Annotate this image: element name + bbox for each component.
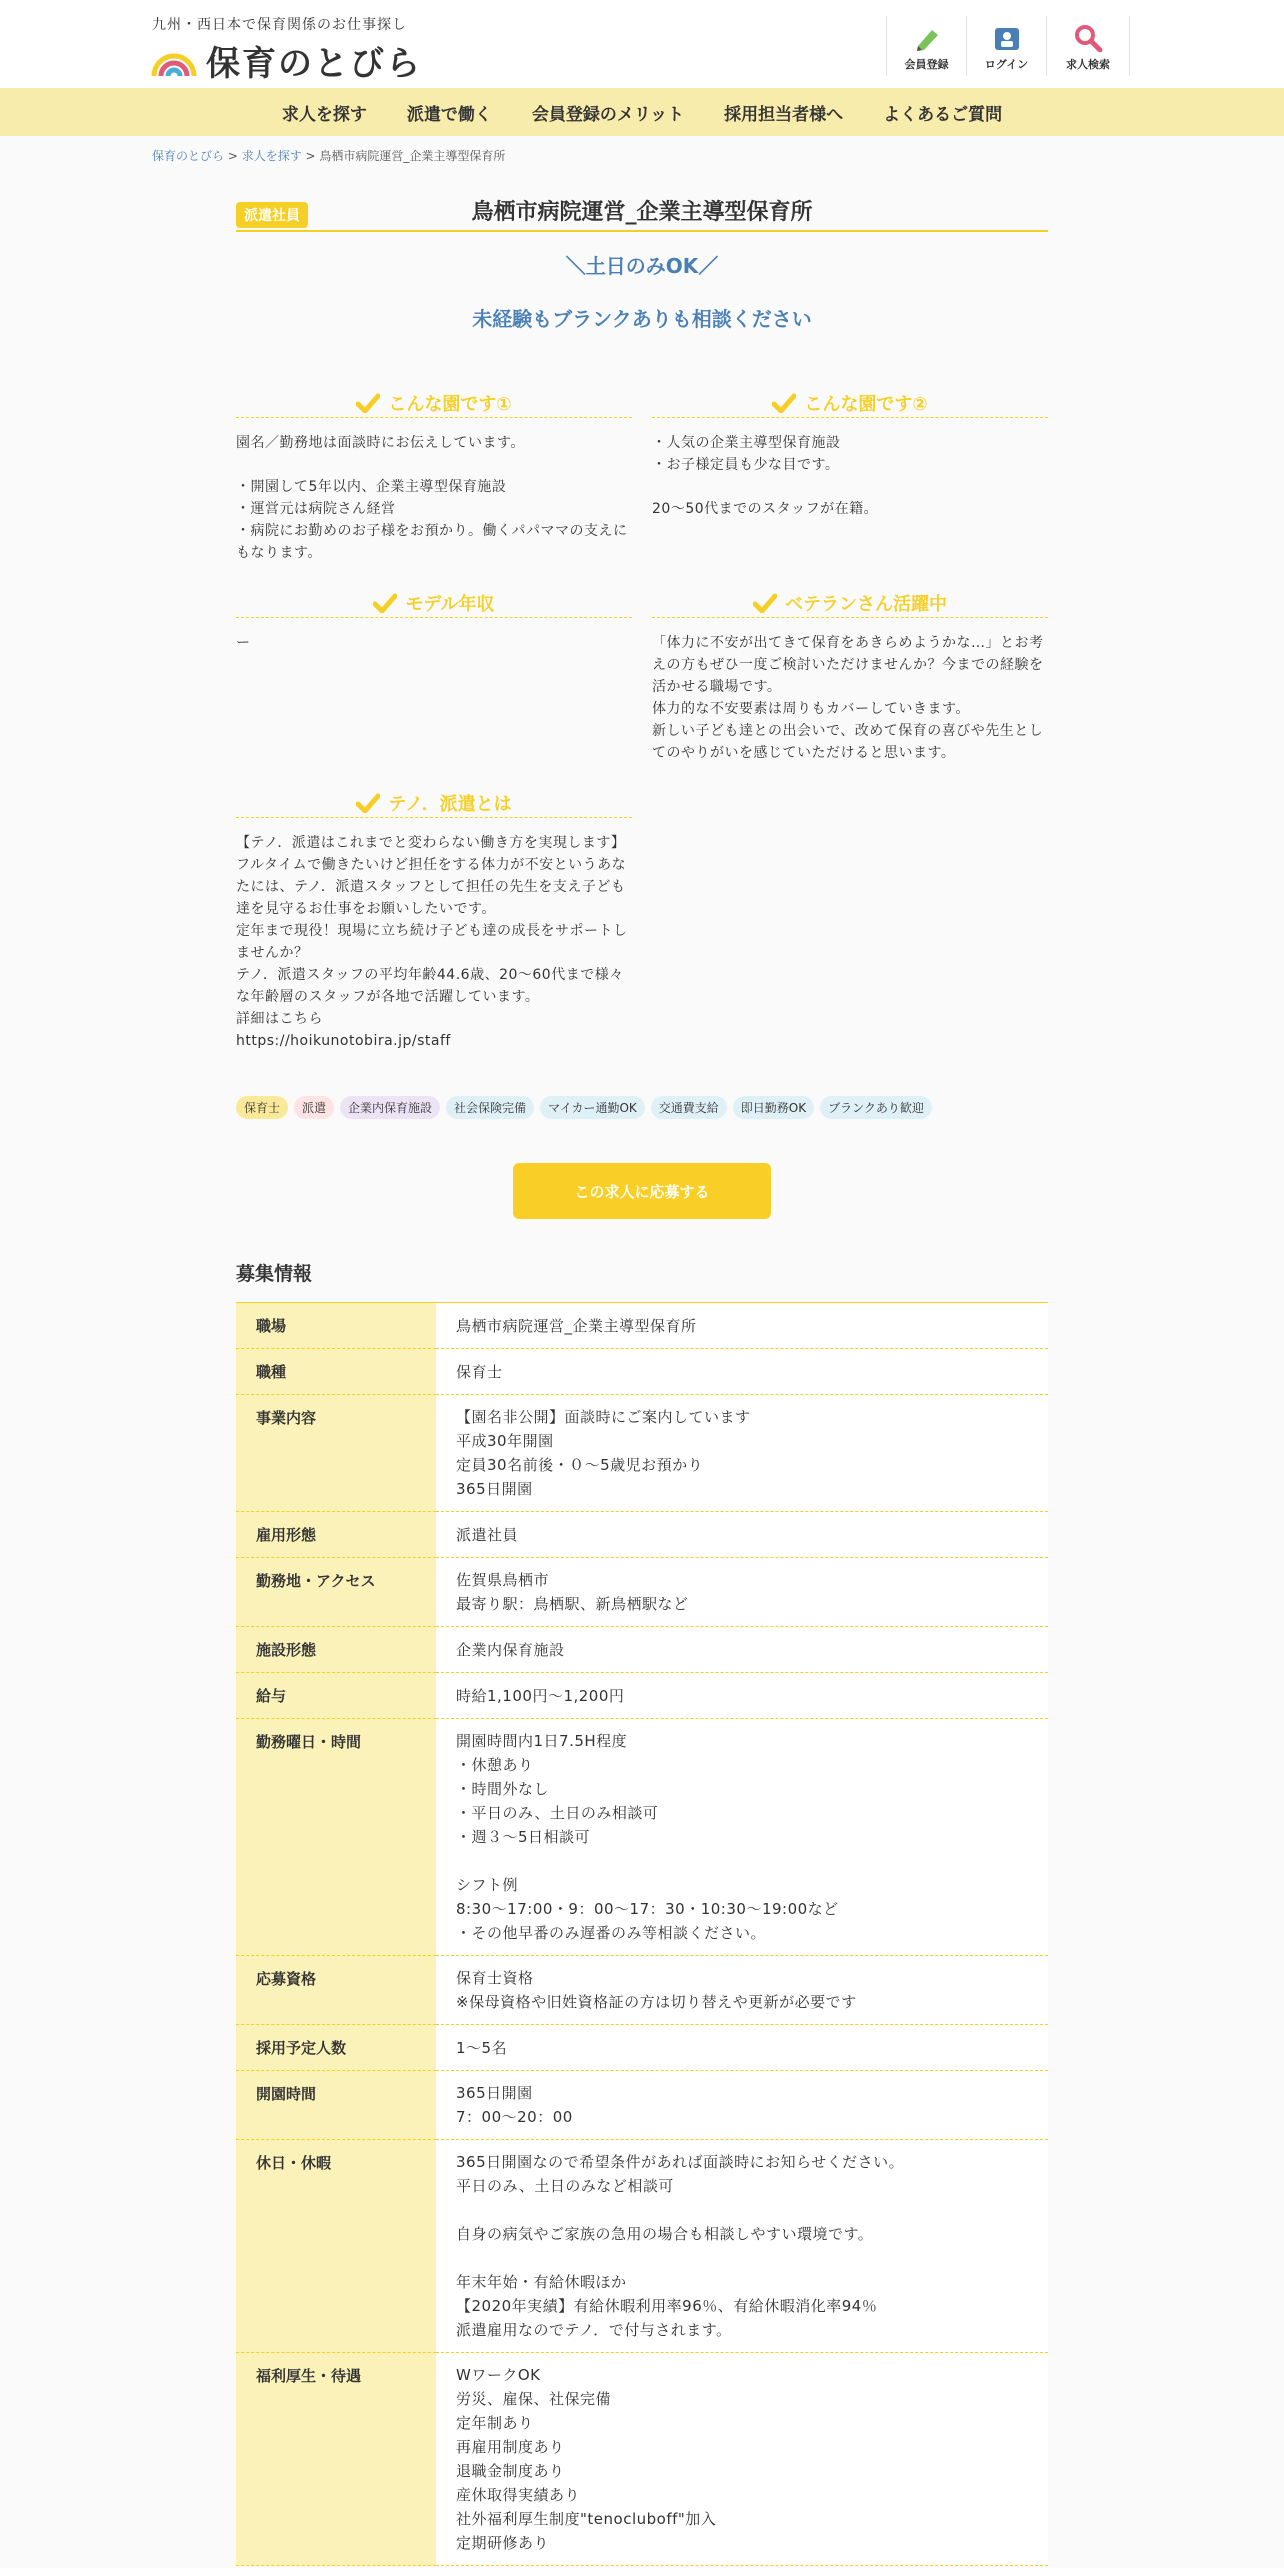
- row-value: 365日開園 7：00～20：00: [436, 2071, 1048, 2140]
- feature-title: モデル年収: [405, 593, 495, 615]
- employment-badge: 派遣社員: [236, 202, 308, 228]
- header-actions: [886, 16, 1130, 76]
- catch-copy-weekend: ＼土日のみOK／: [565, 254, 719, 278]
- feature-block: [652, 388, 1048, 564]
- job-title: 鳥栖市病院運営_企業主導型保育所: [471, 199, 813, 225]
- tag-badge: 派遣: [294, 1096, 334, 1119]
- table-row: [236, 1673, 1048, 1719]
- register-button[interactable]: [886, 16, 966, 76]
- table-row: [236, 2071, 1048, 2140]
- row-label: 勤務曜日・時間: [236, 1719, 436, 1956]
- feature-grid: [236, 388, 1048, 1052]
- rainbow-logo-icon: [150, 42, 198, 78]
- feature-block: [236, 388, 632, 564]
- row-value: 企業内保育施設: [436, 1627, 1048, 1673]
- row-value: 鳥栖市病院運営_企業主導型保育所: [436, 1303, 1048, 1349]
- site-header: [0, 0, 1284, 88]
- row-value: WワークOK 労災、雇保、社保完備 定年制あり 再雇用制度あり 退職金制度あり 産休取得実績あり 社外福利厚生制度"tenocluboff"加入 定期研修あり: [436, 2353, 1048, 2566]
- pencil-icon: [912, 24, 942, 52]
- row-label: 職種: [236, 1349, 436, 1395]
- row-value: 【園名非公開】面談時にご案内しています 平成30年開園 定員30名前後・０～5歳児お預かり 365日開園: [436, 1395, 1048, 1512]
- login-icon: [992, 24, 1022, 52]
- nav-recruiters[interactable]: 採用担当者様へ: [724, 104, 844, 125]
- tag-badge: 保育士: [236, 1096, 288, 1119]
- breadcrumb-separator: >: [224, 149, 242, 163]
- row-label: 勤務地・アクセス: [236, 1558, 436, 1627]
- feature-title: こんな園です②: [804, 393, 928, 415]
- table-row: [236, 1558, 1048, 1627]
- feature-body: 園名／勤務地は面談時にお伝えしています。 ・開園して5年以内、企業主導型保育施設 ・運営元は病院さん経営 ・病院にお勤めのお子様をお預かり。働くパパママの支えにもなります。: [236, 435, 628, 561]
- recruit-info-table: [236, 1302, 1048, 2566]
- table-row: [236, 1395, 1048, 1512]
- main-nav: [0, 88, 1284, 136]
- nav-find-jobs[interactable]: 求人を探す: [281, 104, 367, 125]
- job-search-label: 求人検索: [1066, 58, 1110, 71]
- register-label: 会員登録: [904, 58, 949, 71]
- tag-list: [236, 1096, 1048, 1119]
- table-row: [236, 1303, 1048, 1349]
- row-value: 保育士資格 ※保母資格や旧姓資格証の方は切り替えや更新が必要です: [436, 1956, 1048, 2025]
- logo-text: 保育のとびら: [206, 43, 422, 84]
- site-logo[interactable]: [150, 38, 422, 82]
- tag-badge: マイカー通勤OK: [540, 1096, 645, 1119]
- row-label: 休日・休暇: [236, 2140, 436, 2353]
- feature-heading: [236, 588, 632, 618]
- check-icon: [772, 393, 796, 413]
- tag-badge: 交通費支給: [651, 1096, 727, 1119]
- table-row: [236, 2025, 1048, 2071]
- table-row: [236, 1512, 1048, 1558]
- feature-block: [236, 588, 632, 764]
- row-label: 採用予定人数: [236, 2025, 436, 2071]
- feature-block: [652, 588, 1048, 764]
- recruit-info-title: 募集情報: [236, 1263, 313, 1285]
- table-row: [236, 1349, 1048, 1395]
- search-icon: [1073, 24, 1103, 52]
- feature-body: 【テノ．派遣はこれまでと変わらない働き方を実現します】 フルタイムで働きたいけど担任をする体力が不安というあなたには、テノ．派遣スタッフとして担任の先生を支え子ども達を見守るお仕事をお願いしたいです。 定年まで現役！現場に立ち続け子ども達の成長をサポートしませんか？ テノ．派遣スタッフの平均年齢44.6歳、20～60代まで様々な年齢層のスタッフが各地で活躍しています。 詳細はこちら https://hoikunotobira.jp/staff: [236, 835, 628, 1049]
- feature-body: ー: [236, 635, 251, 651]
- feature-body: 「体力に不安が出てきて保育をあきらめようかな…」とお考えの方もぜひ一度ご検討いただけませんか？今までの経験を活かせる職場です。 体力的な不安要素は周りもカバーしていきます。 新しい子ども達との出会いで、改めて保育の喜びや先生としてのやりがいを感じていただけると思います。: [652, 635, 1044, 761]
- breadcrumb-current: 鳥栖市病院運営_企業主導型保育所: [319, 149, 506, 163]
- table-row: [236, 1719, 1048, 1956]
- row-value: 時給1,100円～1,200円: [436, 1673, 1048, 1719]
- row-value: 開園時間内1日7.5H程度 ・休憩あり ・時間外なし ・平日のみ、土日のみ相談可 ・週３～5日相談可 シフト例 8:30～17:00・9：00～17：30・10:30～19:00など ・その他早番のみ遅番のみ等相談ください。: [436, 1719, 1048, 1956]
- row-value: 365日開園なので希望条件があれば面談時にお知らせください。 平日のみ、土日のみなど相談可 自身の病気やご家族の急用の場合も相談しやすい環境です。 年末年始・有給休暇ほか 【2020年実績】有給休暇利用率96％、有給休暇消化率94％ 派遣雇用なのでテノ．で付与されます。: [436, 2140, 1048, 2353]
- check-icon: [356, 793, 380, 813]
- login-label: ログイン: [984, 58, 1029, 71]
- breadcrumb: [152, 147, 505, 164]
- feature-title: テノ．派遣とは: [388, 793, 512, 815]
- row-value: 佐賀県鳥栖市 最寄り駅：鳥栖駅、新鳥栖駅など: [436, 1558, 1048, 1627]
- apply-button[interactable]: この求人に応募する: [513, 1163, 771, 1219]
- row-value: 1～5名: [436, 2025, 1048, 2071]
- check-icon: [356, 393, 380, 413]
- feature-heading: [236, 388, 632, 418]
- row-value: 派遣社員: [436, 1512, 1048, 1558]
- job-search-button[interactable]: [1046, 16, 1130, 76]
- job-title-row: [236, 190, 1048, 232]
- feature-heading: [652, 388, 1048, 418]
- login-button[interactable]: [966, 16, 1046, 76]
- row-value: 保育士: [436, 1349, 1048, 1395]
- breadcrumb-search[interactable]: 求人を探す: [241, 149, 302, 163]
- site-tagline: 九州・西日本で保育関係のお仕事探し: [152, 17, 407, 33]
- breadcrumb-separator: >: [301, 149, 320, 163]
- tag-badge: 即日勤務OK: [733, 1096, 814, 1119]
- job-detail: [236, 190, 1048, 2566]
- check-icon: [373, 593, 397, 613]
- row-label: 雇用形態: [236, 1512, 436, 1558]
- catch-copy-beginners: 未経験もブランクありも相談ください: [472, 307, 812, 331]
- feature-body: ・人気の企業主導型保育施設 ・お子様定員も少な目です。 20～50代までのスタッフが在籍。: [652, 435, 879, 517]
- feature-heading: [236, 788, 632, 818]
- feature-block: [236, 788, 632, 1052]
- table-row: [236, 2140, 1048, 2353]
- row-label: 給与: [236, 1673, 436, 1719]
- tag-badge: 企業内保育施設: [340, 1096, 440, 1119]
- row-label: 施設形態: [236, 1627, 436, 1673]
- table-row: [236, 2353, 1048, 2566]
- check-icon: [753, 593, 777, 613]
- nav-faq[interactable]: よくあるご質問: [883, 104, 1003, 125]
- tag-badge: 社会保険完備: [446, 1096, 534, 1119]
- tag-badge: ブランクあり歓迎: [820, 1096, 932, 1119]
- row-label: 事業内容: [236, 1395, 436, 1512]
- row-label: 福利厚生・待遇: [236, 2353, 436, 2566]
- nav-dispatch[interactable]: 派遣で働く: [406, 104, 492, 125]
- row-label: 職場: [236, 1303, 436, 1349]
- feature-title: ベテランさん活躍中: [785, 593, 947, 615]
- row-label: 応募資格: [236, 1956, 436, 2025]
- nav-member-merit[interactable]: 会員登録のメリット: [531, 104, 685, 125]
- feature-heading: [652, 588, 1048, 618]
- breadcrumb-home[interactable]: 保育のとびら: [152, 149, 225, 163]
- row-label: 開園時間: [236, 2071, 436, 2140]
- feature-title: こんな園です①: [388, 393, 512, 415]
- table-row: [236, 1627, 1048, 1673]
- table-row: [236, 1956, 1048, 2025]
